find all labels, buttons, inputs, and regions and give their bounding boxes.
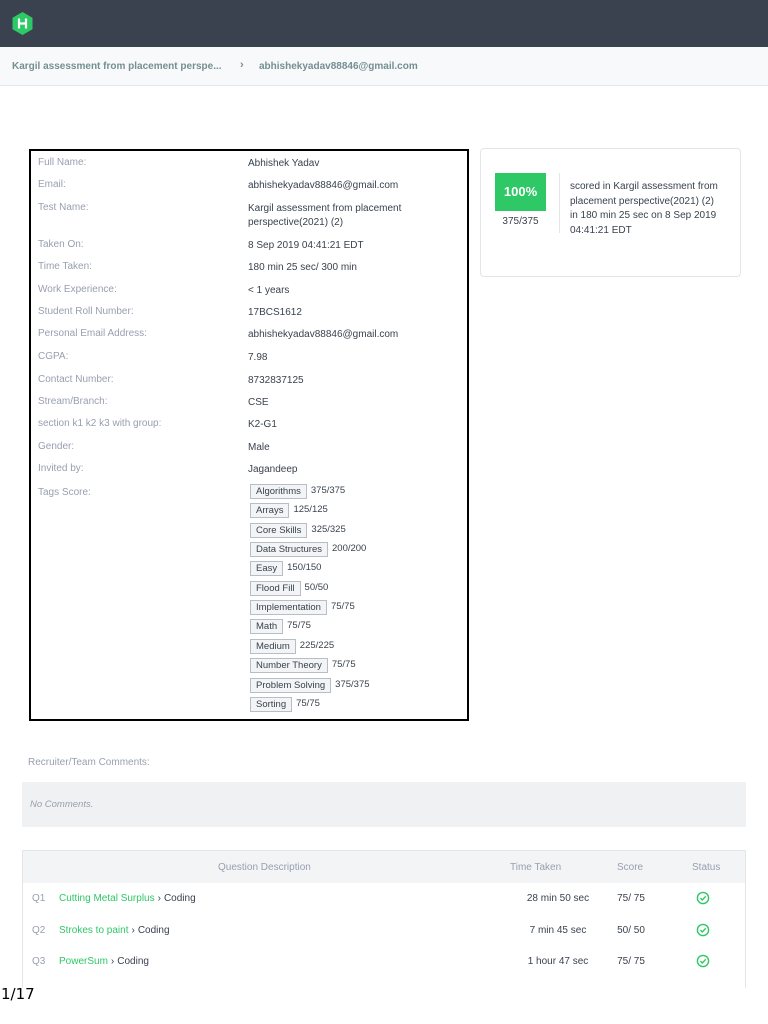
tag-score: 75/75 <box>287 620 311 631</box>
info-value: abhishekyadav88846@gmail.com <box>248 180 399 191</box>
tag-name: Medium <box>250 639 296 654</box>
question-title-cell <box>59 893 196 904</box>
check-circle-icon <box>696 923 710 937</box>
info-label: Contact Number: <box>38 374 114 385</box>
page-number: 1/17 <box>1 985 35 1003</box>
tag-name: Problem Solving <box>250 678 331 693</box>
tag-item <box>250 523 346 538</box>
breadcrumb-candidate: abhishekyadav88846@gmail.com <box>259 61 418 72</box>
tag-score: 75/75 <box>296 698 320 709</box>
question-number: Q1 <box>32 893 46 904</box>
info-value: Kargil assessment from placement perspective(2021) (2) <box>248 203 402 228</box>
question-link[interactable]: Strokes to paint <box>59 925 129 936</box>
tag-score: 75/75 <box>331 659 356 670</box>
info-value: 8732837125 <box>248 375 304 386</box>
tag-item <box>250 561 321 576</box>
tag-item <box>250 600 355 615</box>
tag-item <box>250 658 356 673</box>
tag-item <box>250 503 328 518</box>
comments-text: No Comments. <box>30 799 94 810</box>
question-time: 28 min 50 sec <box>526 893 590 904</box>
info-label: Taken On: <box>38 239 84 250</box>
tag-name: Flood Fill <box>250 581 301 596</box>
tag-score: 75/75 <box>330 601 355 612</box>
score-percent-badge: 100% <box>495 173 546 211</box>
header-time-taken: Time Taken <box>510 862 562 873</box>
question-type: Coding <box>117 956 149 967</box>
tag-item <box>250 542 366 557</box>
chevron-right-icon: › <box>157 893 161 904</box>
top-navigation-bar <box>0 0 768 47</box>
question-number: Q3 <box>32 956 46 967</box>
info-label: Test Name: <box>38 202 89 213</box>
info-label: CGPA: <box>38 351 69 362</box>
info-value: Abhishek Yadav <box>248 158 320 169</box>
comments-label: Recruiter/Team Comments: <box>28 757 150 768</box>
info-label: Personal Email Address: <box>38 328 147 339</box>
questions-table <box>22 850 746 988</box>
tag-score: 325/325 <box>311 524 346 535</box>
info-label: Work Experience: <box>38 284 117 295</box>
info-label: Stream/Branch: <box>38 396 108 407</box>
tag-name: Math <box>250 619 283 634</box>
tag-score: 225/225 <box>299 640 335 651</box>
tag-score: 150/150 <box>287 562 322 573</box>
info-value: 7.98 <box>248 352 268 363</box>
question-time: 7 min 45 sec <box>529 925 587 936</box>
question-link[interactable]: PowerSum <box>59 956 108 967</box>
info-label: Invited by: <box>38 463 84 474</box>
breadcrumb <box>0 47 768 86</box>
question-number: Q2 <box>32 925 46 936</box>
info-value: CSE <box>248 397 269 408</box>
info-value: 180 min 25 sec/ 300 min <box>248 262 357 273</box>
tag-score: 375/375 <box>335 679 370 690</box>
table-row <box>23 946 745 977</box>
question-time: 1 hour 47 sec <box>527 956 589 967</box>
question-score: 50/ 50 <box>617 925 645 936</box>
check-circle-icon <box>696 891 710 905</box>
table-row <box>23 915 745 946</box>
tag-name: Sorting <box>250 697 292 712</box>
tag-score: 125/125 <box>293 504 328 515</box>
check-circle-icon <box>696 954 710 968</box>
tag-score: 200/200 <box>332 543 367 554</box>
tag-item <box>250 619 311 634</box>
tag-name: Data Structures <box>250 542 328 557</box>
breadcrumb-separator-icon: › <box>240 59 244 71</box>
tag-item <box>250 639 334 654</box>
score-divider <box>559 173 560 233</box>
tag-score: 375/375 <box>310 485 346 496</box>
info-label: Email: <box>38 179 66 190</box>
breadcrumb-test-link[interactable]: Kargil assessment from placement perspe... <box>12 61 222 72</box>
info-value: Male <box>248 442 270 453</box>
score-summary-card <box>480 148 741 277</box>
tag-name: Easy <box>250 561 283 576</box>
header-status: Status <box>692 862 721 873</box>
header-question-description: Question Description <box>218 862 311 873</box>
info-value: 8 Sep 2019 04:41:21 EDT <box>248 240 364 251</box>
tag-name: Algorithms <box>250 484 307 499</box>
candidate-info-panel <box>29 149 469 721</box>
tag-name: Implementation <box>250 600 327 615</box>
comments-box <box>22 782 746 827</box>
info-label: Full Name: <box>38 157 87 168</box>
question-score: 75/ 75 <box>617 956 645 967</box>
score-fraction: 375/375 <box>502 216 539 227</box>
hackerrank-logo-icon[interactable] <box>10 11 35 36</box>
tag-item <box>250 484 345 499</box>
table-row <box>23 883 745 914</box>
question-link[interactable]: Cutting Metal Surplus <box>59 893 155 904</box>
tag-score: 50/50 <box>304 582 329 593</box>
info-label: section k1 k2 k3 with group: <box>38 418 162 429</box>
tag-name: Arrays <box>250 503 289 518</box>
question-title-cell <box>59 956 149 967</box>
info-label: Tags Score: <box>38 487 91 498</box>
question-type: Coding <box>137 925 170 936</box>
info-label: Gender: <box>38 441 75 452</box>
question-score: 75/ 75 <box>617 893 645 904</box>
info-value: abhishekyadav88846@gmail.com <box>248 329 399 340</box>
info-value: < 1 years <box>248 285 290 296</box>
tag-item <box>250 581 328 596</box>
info-value: K2-G1 <box>248 419 277 430</box>
tag-name: Core Skills <box>250 523 307 538</box>
tag-name: Number Theory <box>250 658 328 673</box>
questions-table-header <box>23 851 745 883</box>
info-value: Jagandeep <box>248 464 298 475</box>
chevron-right-icon: › <box>110 956 115 967</box>
header-score: Score <box>617 862 644 873</box>
question-title-cell <box>59 925 170 936</box>
score-summary-text: scored in Kargil assessment from placement perspective(2021) (2) in 180 min 25 sec on 8 Sep 2019 04:41:21 EDT <box>570 181 718 236</box>
chevron-right-icon: › <box>131 925 135 936</box>
info-label: Time Taken: <box>38 261 92 272</box>
tag-item <box>250 678 370 693</box>
info-label: Student Roll Number: <box>38 306 134 317</box>
info-value: 17BCS1612 <box>248 307 302 318</box>
tag-item <box>250 697 320 712</box>
question-type: Coding <box>163 893 196 904</box>
